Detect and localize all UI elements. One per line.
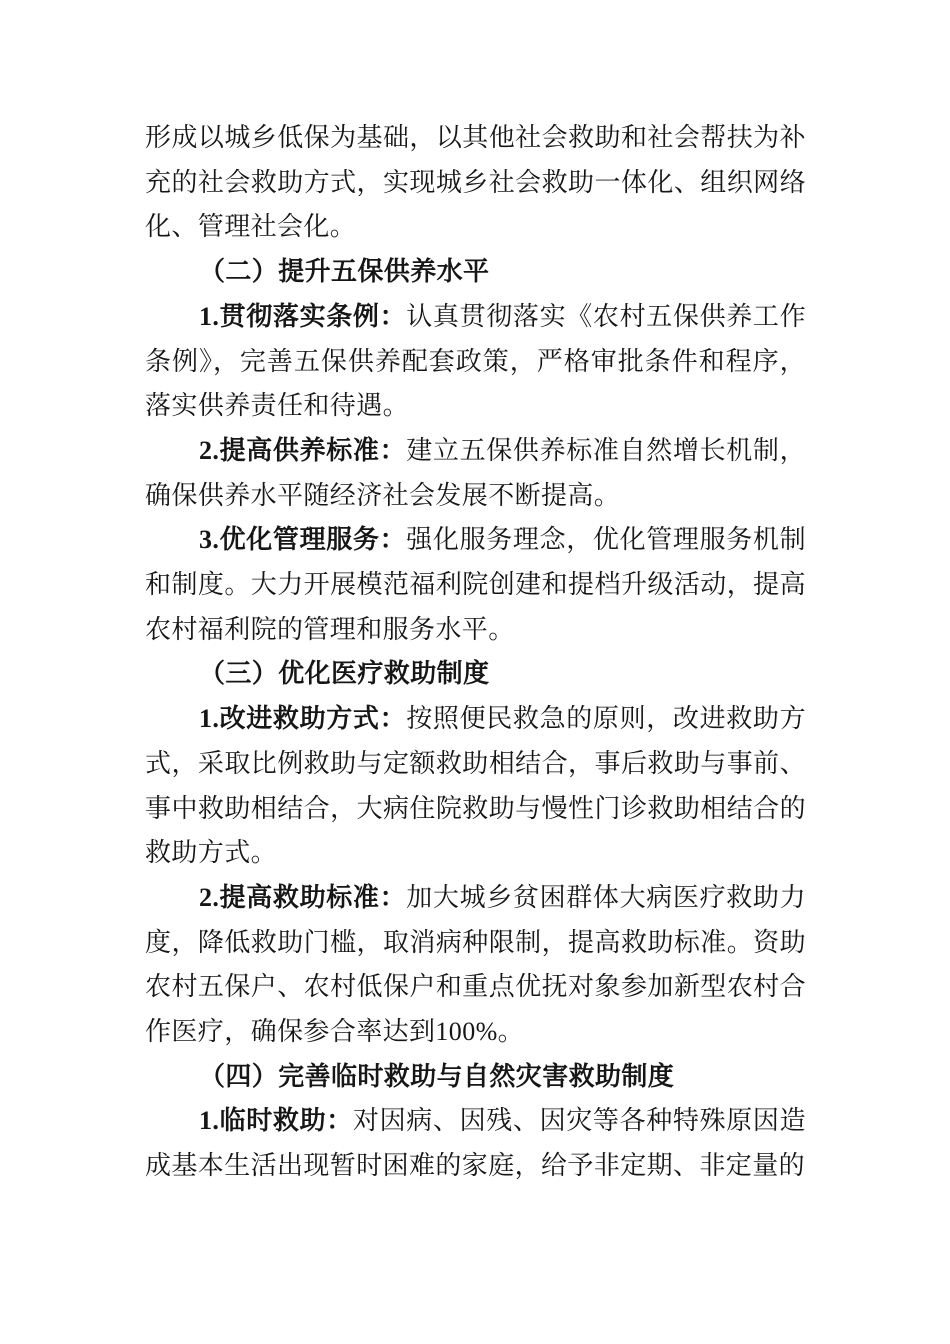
numbered-item-3-1: [145, 697, 806, 876]
numbered-item-2-1: [145, 295, 806, 429]
paragraph-lead-text: 1.贯彻落实条例：: [199, 301, 407, 331]
paragraph-body-text: 按照便民救急的原则，改进救助方式，采取比例救助与定额救助相结合，事后救助与事前、事中救助相结合，大病住院救助与慢性门诊救助相结合的救助方式。: [145, 704, 806, 868]
paragraph-body-text: 形成以城乡低保为基础，以其他社会救助和社会帮扶为补充的社会救助方式，实现城乡社会救助一体化、组织网络化、管理社会化。: [145, 123, 806, 242]
paragraph-lead-text: 2.提高救助标准：: [199, 882, 407, 912]
paragraph-lead-text: 3.优化管理服务：: [199, 525, 407, 555]
document-body: [145, 116, 806, 1189]
paragraph-body-text: 对因病、因残、因灾等各种特殊原因造成基本生活出现暂时困难的家庭，给予非定期、非定量的: [145, 1106, 806, 1181]
paragraph-lead-text: 1.改进救助方式：: [199, 704, 407, 734]
section-heading-4: [145, 1055, 806, 1100]
numbered-item-2-2: [145, 429, 806, 518]
section-heading-3: [145, 652, 806, 697]
paragraph-lead-text: 2.提高供养标准：: [199, 435, 407, 465]
body-paragraph-continued: [145, 116, 806, 250]
section-heading-2: [145, 250, 806, 295]
paragraph-body-text: 认真贯彻落实《农村五保供养工作条例》，完善五保供养配套政策，严格审批条件和程序，落实供养责任和待遇。: [145, 301, 806, 421]
paragraph-body-text: （三）优化医疗救助制度: [199, 659, 490, 689]
paragraph-body-text: （四）完善临时救助与自然灾害救助制度: [199, 1061, 675, 1091]
paragraph-lead-text: 1.临时救助：: [199, 1106, 353, 1136]
numbered-item-4-1: [145, 1099, 806, 1188]
paragraph-body-text: （二）提升五保供养水平: [199, 257, 490, 287]
paragraph-body-text: 强化服务理念，优化管理服务机制和制度。大力开展模范福利院创建和提档升级活动，提高农村福利院的管理和服务水平。: [145, 525, 806, 644]
paragraph-body-text: 加大城乡贫困群体大病医疗救助力度，降低救助门槛，取消病种限制，提高救助标准。资助农村五保户、农村低保户和重点优抚对象参加新型农村合作医疗，确保参合率达到100%。: [145, 882, 806, 1047]
paragraph-body-text: 建立五保供养标准自然增长机制，确保供养水平随经济社会发展不断提高。: [145, 435, 806, 510]
numbered-item-3-2: [145, 876, 806, 1055]
numbered-item-2-3: [145, 518, 806, 652]
